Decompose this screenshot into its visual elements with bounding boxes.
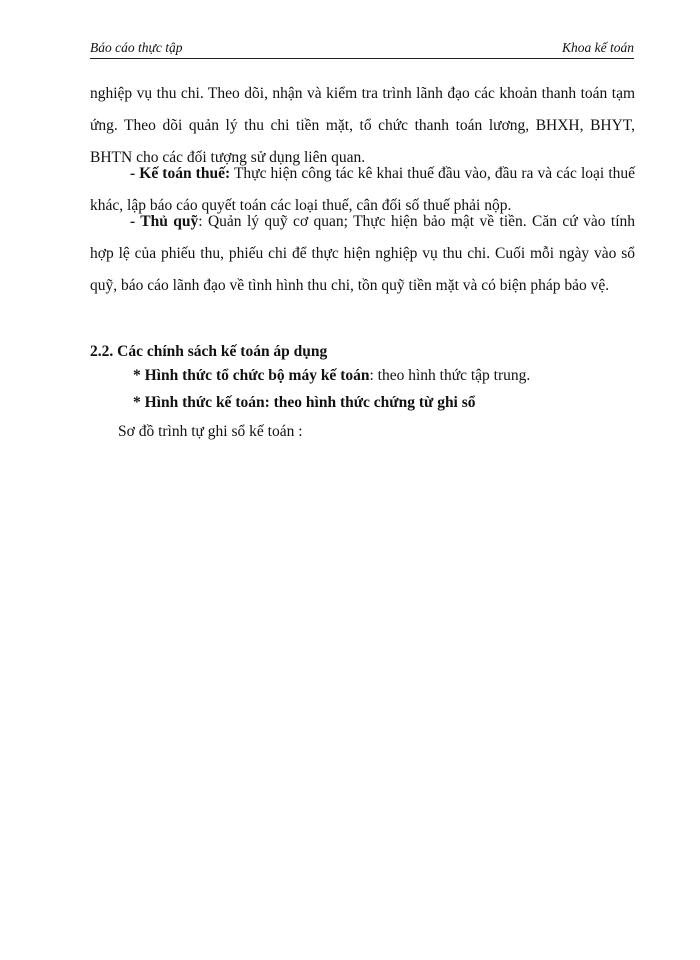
paragraph-text: : Quản lý quỹ cơ quan; Thực hiện bảo mật về tiền. Căn cứ vào tính hợp lệ của phiếu thu, phiếu chi để thực hiện nghiệp vụ thu chi. Cuối mỗi ngày vào sổ quỹ, báo cáo lãnh đạo về tình hình thu chi, tồn quỹ tiền mặt và có biện pháp bảo vệ. — [90, 213, 636, 294]
paragraph-text: Thực hiện công tác kê khai thuế đầu vào, đầu ra và các loại thuế khác, lập báo cáo quyết toán các loại thuế, cân đối số thuế phải nộp. — [90, 165, 636, 214]
bullet-organization-form — [133, 364, 530, 388]
paragraph-lead: - Kế toán thuế: — [130, 165, 231, 182]
paragraph-lead: - Thủ quỹ — [130, 213, 199, 230]
bullet-text: : theo hình thức tập trung. — [369, 367, 531, 384]
section-heading: 2.2. Các chính sách kế toán áp dụng — [90, 343, 328, 360]
paragraph-text: nghiệp vụ thu chi. Theo dõi, nhận và kiểm tra trình lãnh đạo các khoản thanh toán tạm ứng. Theo dõi quản lý thu chi tiền mặt, tổ chức thanh toán lương, BHXH, BHYT, BHTN cho các đối tượng sử dụng liên quan. — [90, 85, 635, 166]
page-header — [90, 38, 634, 59]
diagram-caption: Sơ đồ trình tự ghi sổ kế toán : — [118, 423, 303, 440]
paragraph-treasurer — [90, 206, 635, 302]
header-report-title: Báo cáo thực tập — [90, 40, 183, 55]
header-department: Khoa kế toán — [562, 40, 634, 55]
bullet-lead: * Hình thức tổ chức bộ máy kế toán — [133, 367, 370, 384]
bullet-accounting-form: * Hình thức kế toán: theo hình thức chứng từ ghi sổ — [133, 394, 476, 411]
